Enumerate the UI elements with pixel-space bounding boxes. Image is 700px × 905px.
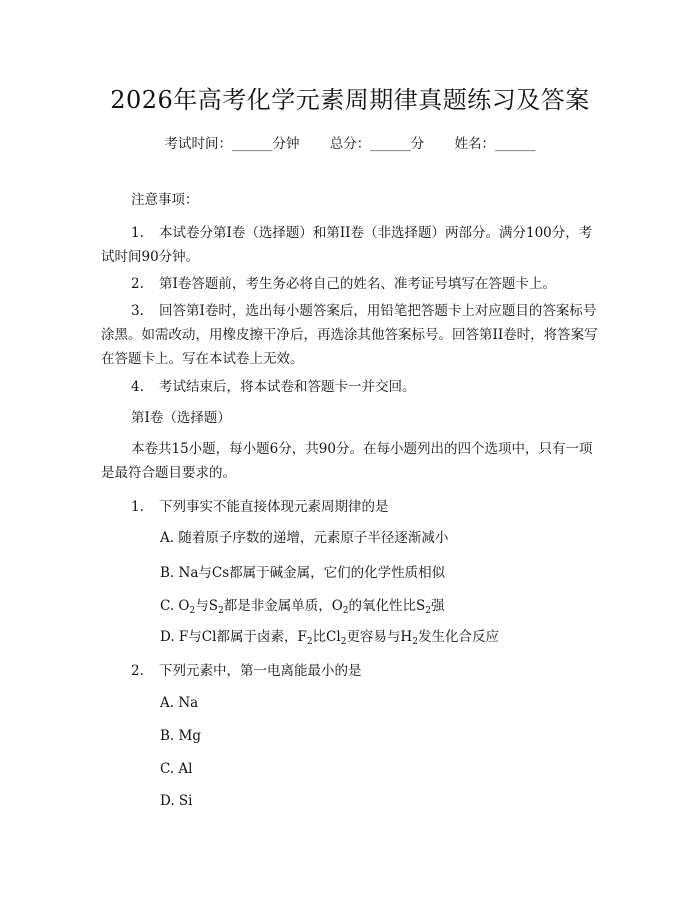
option-text: C. O <box>160 598 190 614</box>
option-text: 都是非金属单质，O <box>223 598 343 614</box>
page-title: 2026年高考化学元素周期律真题练习及答案 <box>110 86 590 114</box>
notice-heading: 注意事项： <box>131 192 199 208</box>
subscript: 2 <box>189 606 196 616</box>
q1-option-b: B. Na与Cs都属于碱金属，它们的化学性质相似 <box>160 565 446 581</box>
question-number: 1. <box>131 499 144 515</box>
option-text: 的氧化性比S <box>348 598 426 614</box>
option-text: 发生化合反应 <box>417 629 499 645</box>
notice-item-number: 3. <box>131 303 144 319</box>
notice-item-4 <box>101 375 601 399</box>
notice-item-number: 4. <box>131 379 144 395</box>
notice-item-text: 回答第I卷时，选出每小题答案后，用铅笔把答题卡上对应题目的答案标号涂黑。如需改动，用橡皮擦干净后，再选涂其他答案标号。回答第II卷时，将答案写在答题卡上。写在本试卷上无效。 <box>101 303 598 367</box>
q1-option-c <box>160 596 445 616</box>
exam-total-score: 总分：______分 <box>329 136 425 152</box>
exam-time: 考试时间：______分钟 <box>164 136 300 152</box>
notice-item-text: 本试卷分第I卷（选择题）和第II卷（非选择题）两部分。满分100分，考试时间90分钟。 <box>101 225 593 265</box>
option-text: 与S <box>195 598 218 614</box>
q2-option-a: A. Na <box>160 695 199 711</box>
subscript: 2 <box>217 606 224 616</box>
q2-option-d: D. Si <box>160 793 193 809</box>
option-text: 比Cl <box>312 629 341 645</box>
question-text: 下列元素中，第一电离能最小的是 <box>159 663 362 679</box>
q1-option-d <box>160 627 499 647</box>
subscript: 2 <box>412 637 418 647</box>
notice-item-1 <box>101 221 601 269</box>
q2-option-c: C. Al <box>160 761 193 777</box>
option-text: D. F与Cl都属于卤素，F <box>160 629 307 645</box>
exam-meta <box>0 132 700 152</box>
section-intro-text: 本卷共15小题，每小题6分，共90分。在每小题列出的四个选项中，只有一项是最符合题目要求的。 <box>101 441 593 481</box>
notice-item-3 <box>101 299 601 371</box>
subscript: 2 <box>342 606 349 616</box>
question-2 <box>131 661 362 681</box>
q1-option-a: A. 随着原子序数的递增，元素原子半径逐渐减小 <box>160 530 449 546</box>
question-1 <box>131 497 389 517</box>
question-number: 2. <box>131 663 144 679</box>
subscript: 2 <box>425 606 432 616</box>
subscript: 2 <box>306 637 313 647</box>
question-text: 下列事实不能直接体现元素周期律的是 <box>159 499 389 515</box>
student-name: 姓名：______ <box>454 136 536 152</box>
subscript: 2 <box>340 637 347 647</box>
option-text: 更容易与H <box>346 629 413 645</box>
notice-item-text: 考试结束后，将本试卷和答题卡一并交回。 <box>159 379 416 395</box>
section-intro <box>101 437 601 485</box>
q2-option-b: B. Mg <box>160 728 201 744</box>
section-heading: 第I卷（选择题） <box>131 410 231 426</box>
notice-item-2 <box>101 272 601 296</box>
notice-item-number: 1. <box>131 225 144 241</box>
notice-item-number: 2. <box>131 276 144 292</box>
option-text: 强 <box>431 598 445 614</box>
notice-item-text: 第I卷答题前，考生务必将自己的姓名、准考证号填写在答题卡上。 <box>159 276 556 292</box>
